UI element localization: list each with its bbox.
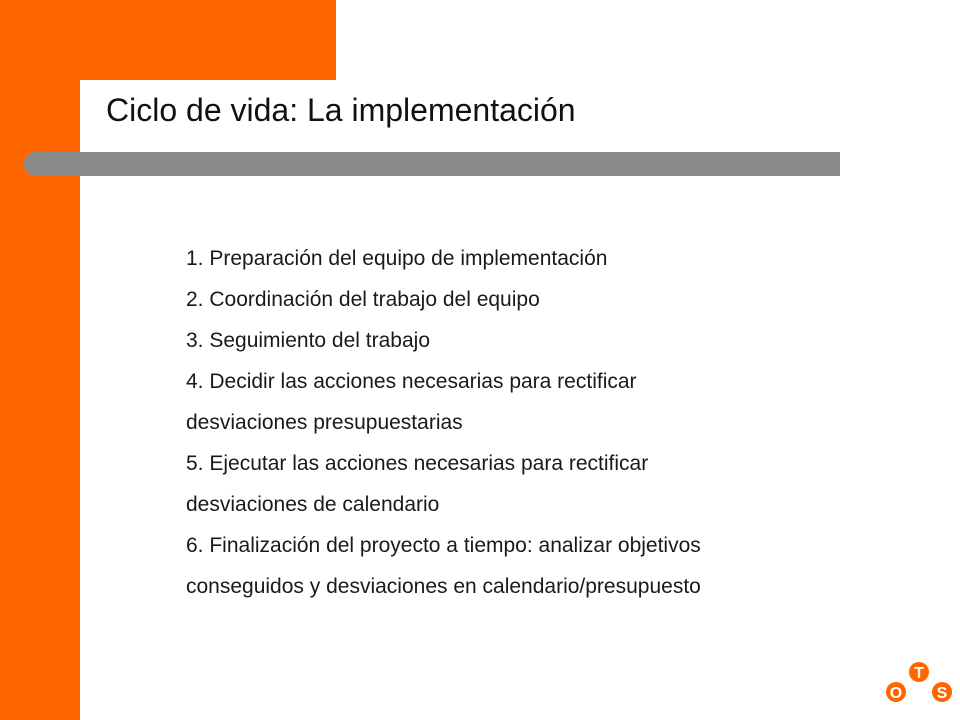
list-item: 5. Ejecutar las acciones necesarias para rectificar: [186, 452, 649, 475]
list-item: desviaciones presupuestarias: [186, 411, 463, 434]
slide-title: Ciclo de vida: La implementación: [106, 92, 576, 128]
list-item: 2. Coordinación del trabajo del equipo: [186, 288, 540, 311]
orange-header-block: [80, 0, 336, 80]
list-item: 6. Finalización del proyecto a tiempo: analizar objetivos: [186, 534, 701, 557]
list-item: 4. Decidir las acciones necesarias para rectificar: [186, 370, 637, 393]
list-item: 1. Preparación del equipo de implementación: [186, 247, 608, 270]
ots-logo-letter: S: [936, 685, 948, 702]
ots-logo-letter: O: [889, 685, 903, 702]
list-item: conseguidos y desviaciones en calendario/presupuesto: [186, 575, 701, 598]
ots-logo: [884, 654, 954, 716]
ots-logo-letter: T: [914, 665, 924, 682]
item-list: [186, 238, 886, 607]
list-item: 3. Seguimiento del trabajo: [186, 329, 430, 352]
orange-sidebar-band: [0, 0, 80, 720]
title-underline-bar: [24, 152, 840, 176]
list-item: desviaciones de calendario: [186, 493, 440, 516]
